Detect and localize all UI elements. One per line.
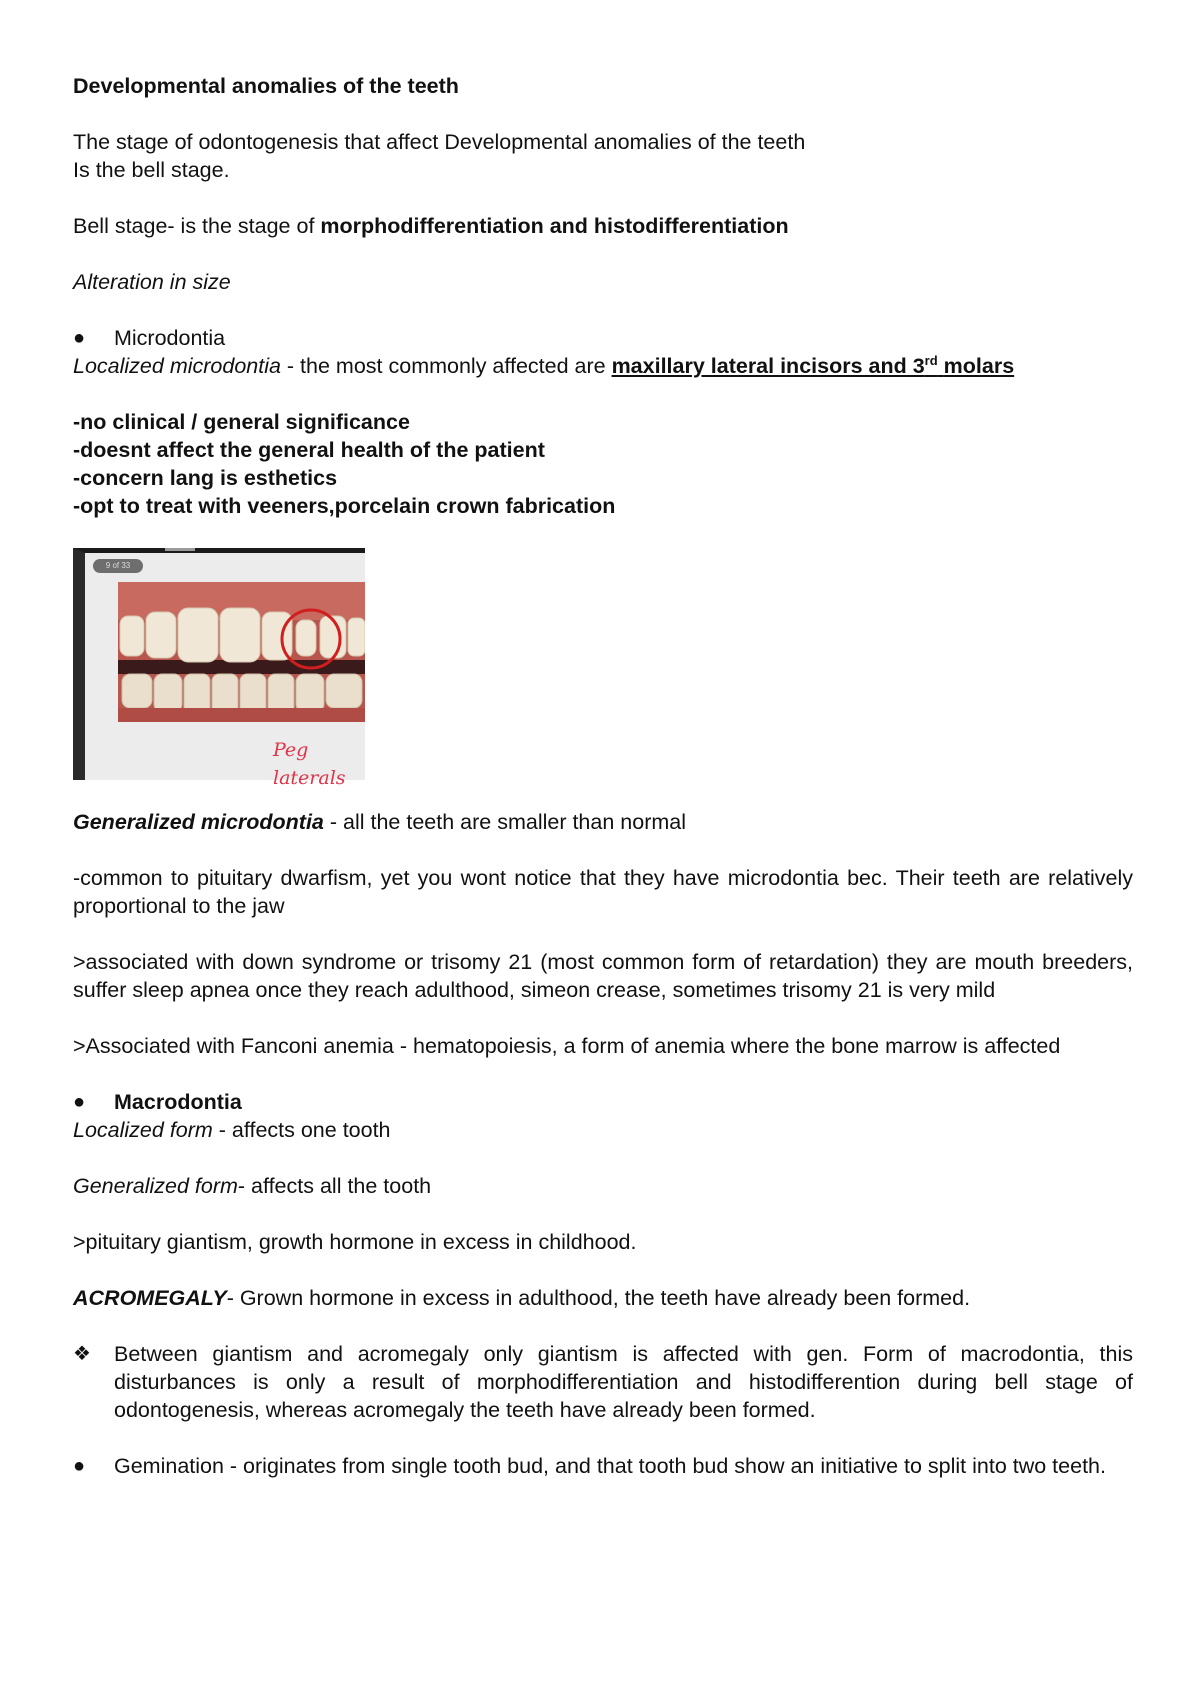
giantism-acromegaly-text: Between giantism and acromegaly only giantism is affected with gen. Form of macrodontia, this disturbances is only a result of morphodifferentiation and histodifferention during bell stage of odontogenesis, whereas acromegaly the teeth have already been formed. bbox=[114, 1342, 1133, 1422]
teeth-text-a: maxillary lateral incisors and 3 bbox=[611, 354, 925, 378]
microdontia-notes bbox=[73, 408, 1133, 520]
bell-prefix: Bell stage- is the stage of bbox=[73, 214, 321, 238]
generalized-form-term: Generalized form bbox=[73, 1174, 238, 1198]
bell-bold-term: morphodifferentiation and histodifferentiation bbox=[320, 214, 789, 238]
macrodontia-bullet bbox=[73, 1088, 1133, 1116]
localized-form-rest: - affects one tooth bbox=[212, 1118, 391, 1142]
localized-form-term: Localized form bbox=[73, 1118, 213, 1142]
diamond-bullet-icon: ❖ bbox=[73, 1343, 91, 1365]
generalized-macrodontia-paragraph bbox=[73, 1172, 1133, 1200]
document-title: Developmental anomalies of the teeth bbox=[73, 74, 459, 98]
teeth-photo bbox=[118, 582, 365, 722]
localized-microdontia-paragraph bbox=[73, 352, 1133, 380]
document-content bbox=[73, 72, 1133, 1480]
giantism-acromegaly-bullet bbox=[73, 1340, 1133, 1424]
peg-laterals-image bbox=[73, 548, 365, 789]
image-top-bar bbox=[165, 548, 195, 551]
gemination-bullet bbox=[73, 1452, 1133, 1480]
acromegaly-rest: - Grown hormone in excess in adulthood, the teeth have already been formed. bbox=[226, 1286, 971, 1310]
generalized-microdontia-paragraph bbox=[73, 808, 1133, 836]
generalized-form-rest: - affects all the tooth bbox=[237, 1174, 432, 1198]
acromegaly-term: ACROMEGALY bbox=[73, 1286, 227, 1310]
note-item: -no clinical / general significance bbox=[73, 410, 410, 434]
round-bullet-icon: ● bbox=[73, 1455, 86, 1477]
microdontia-bullet bbox=[73, 324, 1133, 352]
localized-microdontia-mid: - the most commonly affected are bbox=[280, 354, 612, 378]
alteration-heading: Alteration in size bbox=[73, 270, 231, 294]
intro-line-1: The stage of odontogenesis that affect Developmental anomalies of the teeth bbox=[73, 130, 806, 154]
bell-stage-definition bbox=[73, 212, 1133, 240]
localized-microdontia-teeth bbox=[612, 354, 1015, 378]
gemination-text: Gemination - originates from single tooth bud, and that tooth bud show an initiative to split into two teeth. bbox=[114, 1454, 1106, 1478]
round-bullet-icon: ● bbox=[73, 327, 86, 349]
note-item: -opt to treat with veeners,porcelain crown fabrication bbox=[73, 494, 616, 518]
image-caption: Peg laterals bbox=[273, 739, 346, 789]
note-item: -doesnt affect the general health of the patient bbox=[73, 438, 545, 462]
localized-microdontia-term: Localized microdontia bbox=[73, 354, 281, 378]
pituitary-dwarfism-paragraph: -common to pituitary dwarfism, yet you wont notice that they have microdontia bec. Their teeth are relatively proportional to the jaw bbox=[73, 866, 1133, 918]
acromegaly-paragraph bbox=[73, 1284, 1133, 1312]
giantism-paragraph: >pituitary giantism, growth hormone in excess in childhood. bbox=[73, 1230, 637, 1254]
generalized-microdontia-term: Generalized microdontia bbox=[73, 810, 324, 834]
down-syndrome-paragraph: >associated with down syndrome or trisomy 21 (most common form of retardation) they are mouth breeders, suffer sleep apnea once they reach adulthood, simeon crease, sometimes trisomy 21 is very mild bbox=[73, 950, 1133, 1002]
intro-line-2: Is the bell stage. bbox=[73, 158, 230, 182]
note-item: -concern lang is esthetics bbox=[73, 466, 338, 490]
teeth-text-b: molars bbox=[943, 354, 1015, 378]
image-page-badge: 9 of 33 bbox=[93, 559, 143, 573]
microdontia-label: Microdontia bbox=[114, 326, 226, 350]
localized-macrodontia-paragraph bbox=[73, 1116, 1133, 1144]
teeth-superscript: rd bbox=[924, 353, 938, 368]
macrodontia-label: Macrodontia bbox=[114, 1090, 242, 1114]
round-bullet-icon: ● bbox=[73, 1091, 86, 1113]
fanconi-paragraph: >Associated with Fanconi anemia - hematopoiesis, a form of anemia where the bone marrow is affected bbox=[73, 1034, 1061, 1058]
generalized-microdontia-rest: - all the teeth are smaller than normal bbox=[323, 810, 686, 834]
